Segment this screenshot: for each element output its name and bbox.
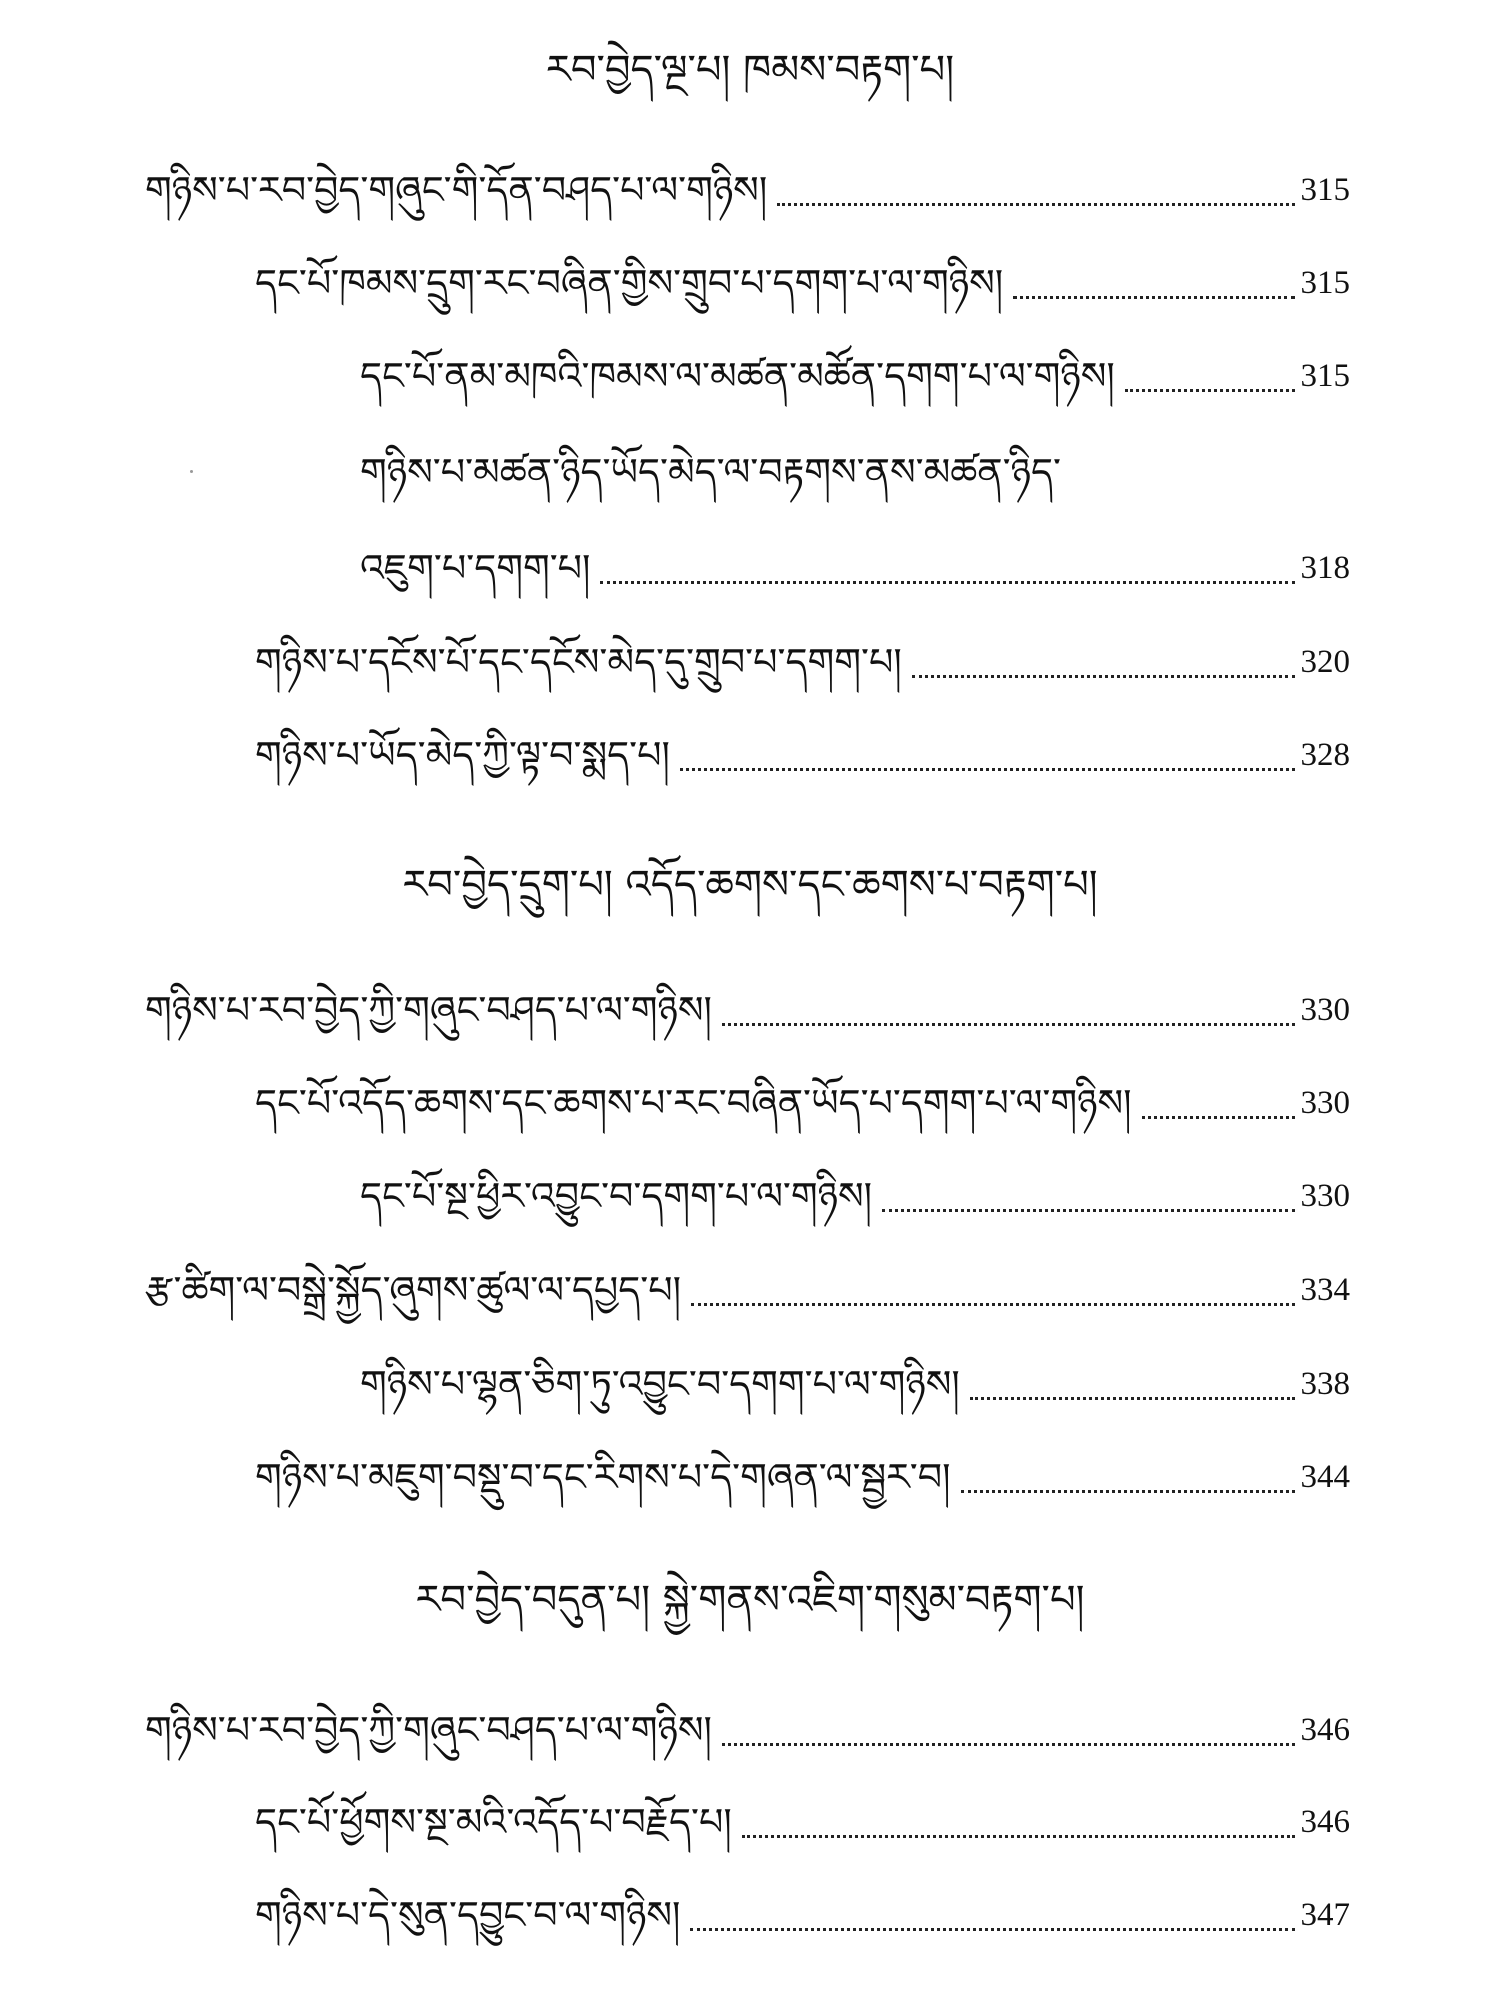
dot-leader <box>722 1743 1295 1746</box>
toc-entry[interactable] <box>255 253 1350 313</box>
section-heading-7: རབ་བྱེད་བདུན་པ། སྐྱེ་གནས་འཇིག་གསུམ་བརྟག་པ། <box>415 1577 1085 1623</box>
dot-leader <box>691 1303 1294 1306</box>
toc-entry[interactable] <box>360 538 1350 598</box>
toc-entry-label: རྩ་ཚིག་ལ་བསྒྲེ་སྐྱོད་ཞུགས་ཚུལ་ལ་དཔྱད་པ། <box>145 1268 682 1312</box>
dot-leader <box>1013 296 1294 299</box>
dot-leader <box>742 1835 1295 1838</box>
toc-entry-label: གཉིས་པ་རབ་བྱེད་ཀྱི་གཞུང་བཤད་པ་ལ་གཉིས། <box>145 988 712 1032</box>
toc-entry-label: གཉིས་པ་རབ་བྱེད་ཀྱི་གཞུང་བཤད་པ་ལ་གཉིས། <box>145 1708 712 1752</box>
dot-leader <box>970 1397 1295 1400</box>
toc-entry-page: 330 <box>1300 992 1350 1028</box>
dot-leader <box>777 203 1294 206</box>
toc-entry-page: 347 <box>1300 1897 1350 1933</box>
toc-entry[interactable] <box>360 1354 1350 1414</box>
toc-entry-page: 315 <box>1300 358 1350 394</box>
toc-entry-label: གཉིས་པ་དངོས་པོ་དང་དངོས་མེད་དུ་གྲུབ་པ་དགག་པ། <box>255 640 902 684</box>
dot-leader <box>912 675 1295 678</box>
toc-entry[interactable] <box>255 1792 1350 1852</box>
toc-entry-page: 344 <box>1300 1459 1350 1495</box>
dot-leader <box>722 1023 1295 1026</box>
toc-entry[interactable] <box>360 346 1350 406</box>
toc-entry-page: 346 <box>1300 1712 1350 1748</box>
toc-entry-label: གཉིས་པ་དེ་སུན་དབྱུང་བ་ལ་གཉིས། <box>255 1893 681 1937</box>
toc-entry[interactable] <box>255 1447 1350 1507</box>
toc-entry-label: གཉིས་པ་མཇུག་བསྡུ་བ་དང་རིགས་པ་དེ་གཞན་ལ་སྦྱར་བ། <box>255 1455 951 1499</box>
toc-entry-label: དང་པོ་ཁམས་དྲུག་རང་བཞིན་གྱིས་གྲུབ་པ་དགག་པ་ལ་གཉིས། <box>255 261 1004 305</box>
toc-entry-page: 338 <box>1300 1366 1350 1402</box>
toc-entry[interactable] <box>255 725 1350 785</box>
toc-entry-label: དང་པོ་འདོད་ཆགས་དང་ཆགས་པ་རང་བཞིན་ཡོད་པ་དགག་པ་ལ་གཉིས། <box>255 1081 1132 1125</box>
toc-entry-label: དང་པོ་ཕྱོགས་སྔ་མའི་འདོད་པ་བརྗོད་པ། <box>255 1800 732 1844</box>
toc-entry[interactable] <box>255 632 1350 692</box>
toc-entry-label: གཉིས་པ་རབ་བྱེད་གཞུང་གི་དོན་བཤད་པ་ལ་གཉིས། <box>145 168 768 212</box>
scan-speck <box>190 470 193 473</box>
toc-entry-continued[interactable] <box>360 442 1350 502</box>
dot-leader <box>1125 389 1295 392</box>
section-heading-6: རབ་བྱེད་དྲུག་པ། འདོད་ཆགས་དང་ཆགས་པ་བརྟག་པ། <box>402 862 1098 908</box>
toc-entry[interactable] <box>145 1260 1350 1320</box>
toc-entry[interactable] <box>145 980 1350 1040</box>
toc-entry-page: 334 <box>1300 1272 1350 1308</box>
dot-leader <box>1142 1116 1295 1119</box>
dot-leader <box>600 581 1294 584</box>
toc-entry-page: 330 <box>1300 1178 1350 1214</box>
toc-entry-page: 346 <box>1300 1804 1350 1840</box>
toc-entry-label: དང་པོ་སྔ་ཕྱིར་འབྱུང་བ་དགག་པ་ལ་གཉིས། <box>360 1174 873 1218</box>
toc-entry-page: 318 <box>1300 550 1350 586</box>
toc-entry[interactable] <box>145 160 1350 220</box>
dot-leader <box>961 1490 1295 1493</box>
toc-entry[interactable] <box>255 1073 1350 1133</box>
toc-entry-label: གཉིས་པ་མཚན་ཉིད་ཡོད་མེད་ལ་བརྟགས་ནས་མཚན་ཉིད་ <box>360 450 1061 494</box>
toc-entry-page: 328 <box>1300 737 1350 773</box>
toc-entry-label: གཉིས་པ་ལྷན་ཅིག་ཏུ་འབྱུང་བ་དགག་པ་ལ་གཉིས། <box>360 1362 960 1406</box>
dot-leader <box>690 1928 1294 1931</box>
toc-entry-page: 320 <box>1300 644 1350 680</box>
toc-entry-label: དང་པོ་ནམ་མཁའི་ཁམས་ལ་མཚན་མཚོན་དགག་པ་ལ་གཉིས། <box>360 354 1115 398</box>
toc-entry-label: གཉིས་པ་ཡོད་མེད་ཀྱི་ལྟ་བ་སྨད་པ། <box>255 733 670 777</box>
section-heading-5: རབ་བྱེད་ལྔ་པ། ཁམས་བརྟག་པ། <box>545 47 955 93</box>
toc-entry-label: འཇུག་པ་དགག་པ། <box>360 546 591 590</box>
dot-leader <box>882 1209 1294 1212</box>
toc-entry-page: 315 <box>1300 172 1350 208</box>
toc-entry[interactable] <box>255 1885 1350 1945</box>
dot-leader <box>680 768 1295 771</box>
toc-entry-page: 330 <box>1300 1085 1350 1121</box>
toc-entry-page: 315 <box>1300 265 1350 301</box>
toc-entry[interactable] <box>145 1700 1350 1760</box>
toc-entry[interactable] <box>360 1166 1350 1226</box>
